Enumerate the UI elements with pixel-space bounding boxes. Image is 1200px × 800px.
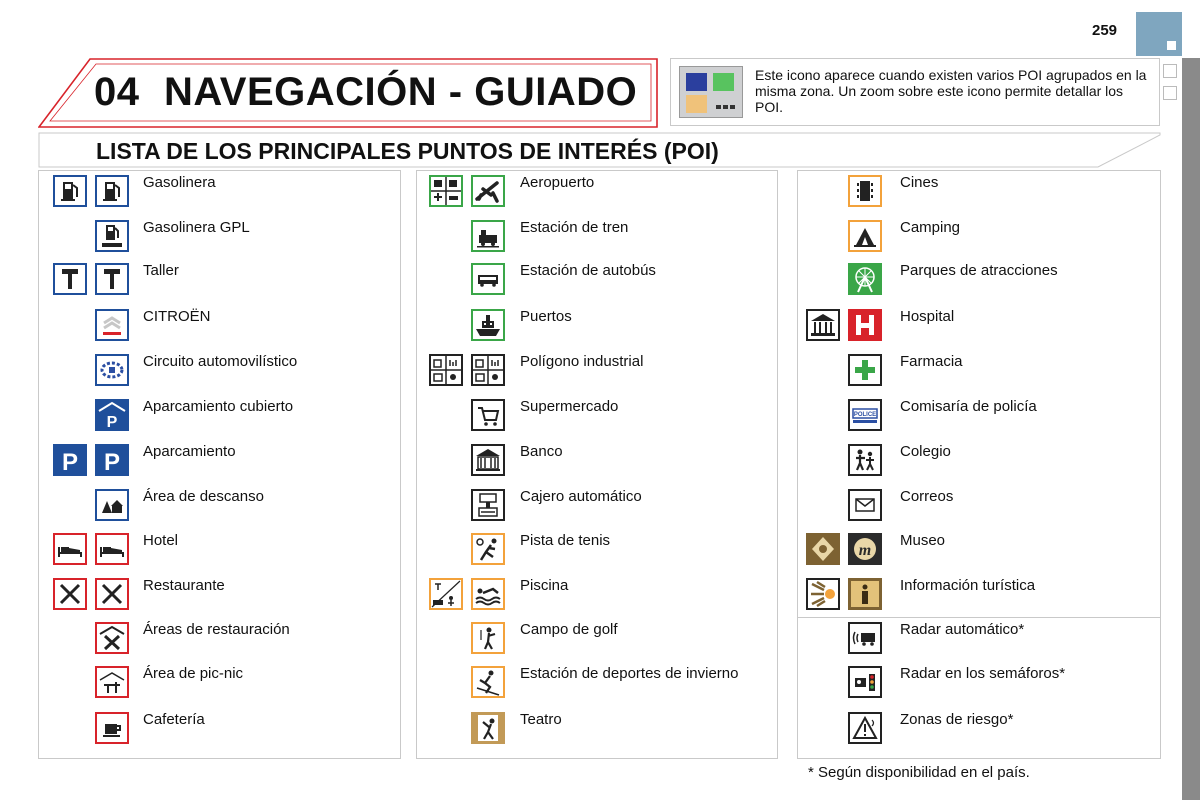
citroen-logo-icon (92, 306, 132, 344)
fork-knife-icon (92, 575, 132, 613)
page-number: 259 (1092, 22, 1118, 39)
svg-text:m: m (858, 542, 872, 559)
poi-group-icon (679, 66, 743, 118)
rest-area-icon (92, 486, 132, 524)
sport-group-icon (426, 575, 466, 613)
poi-label: Zonas de riesgo* (900, 711, 1014, 728)
poi-label: Estación de autobús (520, 262, 656, 279)
poi-label: Información turística (900, 577, 1036, 594)
amusement-park-icon (845, 260, 885, 298)
poi-label: Colegio (900, 443, 951, 460)
poi-label: Campo de golf (520, 621, 618, 638)
industrial-group-icon (426, 351, 466, 389)
info-icon (845, 575, 885, 613)
fuel-pump-icon (50, 172, 90, 210)
pharmacy-cross-icon (845, 351, 885, 389)
side-checkbox (1163, 86, 1177, 100)
wrench-icon (50, 260, 90, 298)
poi-label: Farmacia (900, 353, 963, 370)
corner-tab (1136, 12, 1182, 56)
poi-label: Área de pic-nic (143, 665, 244, 682)
covered-parking-icon (92, 396, 132, 434)
poi-label: Banco (520, 443, 563, 460)
poi-label: Cajero automático (520, 488, 642, 505)
poi-label: Comisaría de policía (900, 398, 1037, 415)
poi-label: Gasolinera (143, 174, 216, 191)
poi-label: Estación de deportes de invierno (520, 665, 739, 682)
train-icon (468, 217, 508, 255)
svg-text:P: P (61, 449, 79, 476)
coffee-cup-icon (92, 709, 132, 747)
swimmer-icon (468, 575, 508, 613)
industrial-group-icon (468, 351, 508, 389)
poi-label: Áreas de restauración (143, 621, 290, 638)
monument-icon (803, 306, 843, 344)
speed-camera-icon (845, 619, 885, 657)
poi-label: Museo (900, 532, 946, 549)
museum-icon (845, 530, 885, 568)
poi-label: Hotel (143, 532, 179, 549)
poi-label: Hospital (900, 308, 955, 325)
fuel-pump-icon (92, 172, 132, 210)
roadside-restaurant-icon (92, 619, 132, 657)
golf-icon (468, 619, 508, 657)
info-note-box (670, 58, 1160, 126)
poi-label: Supermercado (520, 398, 619, 415)
museum-group-icon (803, 530, 843, 568)
school-children-icon (845, 441, 885, 479)
poi-label: Aparcamiento cubierto (143, 398, 294, 415)
chapter-number: 04 (94, 70, 140, 114)
tennis-icon (468, 530, 508, 568)
footnote: * Según disponibilidad en el país. (808, 764, 1030, 781)
side-bar (1182, 58, 1200, 800)
poi-label: Aeropuerto (520, 174, 595, 191)
poi-label: Camping (900, 219, 961, 236)
airplane-icon (468, 172, 508, 210)
poi-label: Cines (900, 174, 939, 191)
fork-knife-icon (50, 575, 90, 613)
bed-icon (92, 530, 132, 568)
poi-label: Área de descanso (143, 488, 264, 505)
parking-icon (92, 441, 132, 479)
theatre-icon (468, 709, 508, 747)
poi-label: CITROËN (143, 308, 211, 325)
poi-label: Taller (143, 262, 179, 279)
corner-tab-square (1167, 41, 1176, 50)
svg-text:P: P (103, 449, 121, 476)
side-checkbox (1163, 64, 1177, 78)
atm-icon (468, 486, 508, 524)
svg-text:POLICE: POLICE (853, 412, 877, 418)
ship-icon (468, 306, 508, 344)
bank-icon (468, 441, 508, 479)
poi-label: Aparcamiento (143, 443, 236, 460)
picnic-icon (92, 663, 132, 701)
film-icon (845, 172, 885, 210)
poi-label: Puertos (520, 308, 572, 325)
chapter-title: NAVEGACIÓN - GUIADO (164, 70, 638, 114)
poi-label: Restaurante (143, 577, 225, 594)
tent-icon (845, 217, 885, 255)
parking-icon (50, 441, 90, 479)
poi-label: Parques de atracciones (900, 262, 1058, 279)
info-note-text: Este icono aparece cuando existen varios POI agrupados en la misma zona. Un zoom sobre este icono permite detallar los POI. (755, 67, 1147, 115)
wrench-icon (92, 260, 132, 298)
shopping-cart-icon (468, 396, 508, 434)
poi-label: Gasolinera GPL (143, 219, 250, 236)
police-icon (845, 396, 885, 434)
envelope-icon (845, 486, 885, 524)
poi-label: Cafetería (143, 711, 205, 728)
poi-label: Radar en los semáforos* (900, 665, 1066, 682)
column-divider (797, 617, 1161, 618)
poi-label: Correos (900, 488, 954, 505)
poi-label: Piscina (520, 577, 569, 594)
race-circuit-icon (92, 351, 132, 389)
section-title: LISTA DE LOS PRINCIPALES PUNTOS DE INTERÉS (POI) (96, 138, 719, 164)
poi-label: Teatro (520, 711, 562, 728)
hospital-icon (845, 306, 885, 344)
red-light-camera-icon (845, 663, 885, 701)
danger-zone-icon (845, 709, 885, 747)
svg-text:P: P (106, 414, 118, 431)
transport-group-icon (426, 172, 466, 210)
poi-label: Pista de tenis (520, 532, 611, 549)
lpg-fuel-pump-icon (92, 217, 132, 255)
poi-label: Radar automático* (900, 621, 1025, 638)
poi-label: Circuito automovilístico (143, 353, 298, 370)
bus-icon (468, 260, 508, 298)
bed-icon (50, 530, 90, 568)
poi-label: Polígono industrial (520, 353, 644, 370)
skier-icon (468, 663, 508, 701)
sightseeing-icon (803, 575, 843, 613)
poi-label: Estación de tren (520, 219, 629, 236)
